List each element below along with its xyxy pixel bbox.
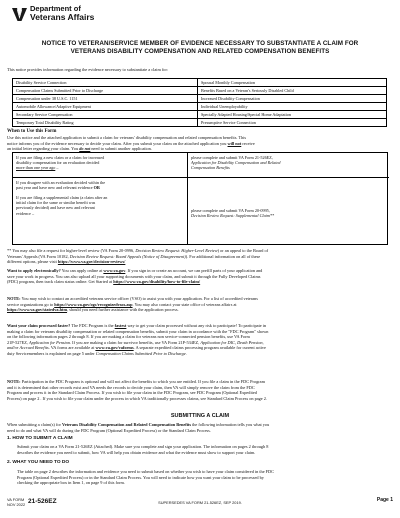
comp-cell: Temporary Total Disability Rating: [16, 120, 74, 126]
text-span: (FDC) program, then track claim status online. Get Started at: [7, 279, 113, 284]
text-span: Veterans' Appeals (VA Form 10182,: [7, 253, 69, 259]
va-gov-link[interactable]: www.va.gov: [103, 268, 126, 273]
text-line: Submit your claim on a VA Form 21-526EZ (Attached). Make sure you complete and sign your application. The information on pages 2 through 8: [17, 444, 269, 449]
emphasis-do-not: do not: [79, 146, 91, 151]
text-span: , should you need further assistance with the application process.: [67, 307, 179, 312]
comp-cell: Presumptive Service Connection: [201, 120, 256, 126]
text-line: If you disagree with an evaluation decided within the: [16, 179, 106, 185]
text-span: Compensation Claims Submitted Prior to Discharge.: [95, 350, 187, 356]
text-line: need to do and what VA will do during the FDC Program (Optional Expedited Process) or the Standard Claim Process.: [7, 427, 211, 433]
agency-line1: Department of: [30, 4, 81, 13]
text-line: The table on page 2 describes the information and evidence you need to submit based on whether you wish to have your claim considered in the FDC: [17, 469, 275, 474]
comp-col-left: [13, 79, 198, 126]
row1-left: [16, 155, 184, 177]
text-line: previously decided) and have new and relevant: [16, 205, 95, 211]
text-line: disability compensation for an evaluation decided: [16, 159, 100, 165]
text-line: Program and process it in the Standard Claim Process. If you wish to file your claim in the FDC Program, see FDC Program (Optional Expedited: [7, 390, 257, 395]
text-span: You may wish to contact an accredited veterans service officer (VSO) to assist you with your application. For a list of accredited veterans: [21, 296, 258, 301]
text-line: If you are filing a new claim or a claim for increased: [16, 154, 105, 160]
decision-reviews-link[interactable]: https://www.va.gov/decision-reviews/: [57, 259, 126, 264]
compensation-types-table: [12, 78, 387, 127]
form-number: 21-526EZ: [28, 498, 57, 505]
which-form-table: [12, 152, 388, 245]
text-line: initial claim for the same or similar benefit was: [16, 200, 96, 206]
when-to-use-line: [7, 146, 393, 152]
emphasis-will-not: will not: [227, 140, 242, 146]
title-line1: NOTICE TO VETERAN/SERVICE MEMBER OF EVIDENCE NECESSARY TO SUBSTANTIATE A CLAIM FOR: [41, 40, 359, 47]
text-span: receive: [242, 140, 255, 146]
section-1-text: [17, 444, 391, 455]
vso-link[interactable]: https://www.va.gov/ogc/recognizedvsos.asp: [54, 301, 133, 307]
text-span: Decision Review Request: Board Appeals (Notice of Disagreement): [69, 253, 186, 259]
text-span: need to submit another application.: [91, 146, 152, 151]
text-line: [7, 307, 393, 313]
text-line: Program (Optional Expedited Process) or in the Standard Claim Process. You will need to indicate how you want your claim to be processed by: [17, 474, 264, 480]
intro-text: This notice provides information regarding the evidence necessary to substantiate a claim for:: [7, 67, 169, 72]
text-span: service organizations go to: [7, 301, 54, 307]
text-line: more than one year ago –: [16, 164, 59, 170]
text-line: describes the evidence you need to submit, how VA will help you obtain evidence and what the evidence must show to support your claim.: [17, 449, 256, 455]
text-line: and/or Accrued Benefits. VA forms are available at www.va.gov/vaforms. A separate expedited claims processing program available for current active: [7, 345, 266, 350]
text-span: ). For additional information on all of these: [185, 253, 261, 259]
submitting-claim-heading: SUBMITTING A CLAIM: [170, 413, 230, 419]
text-span: ) or an appeal to the Board of: [217, 248, 269, 253]
form-date: NOV 2022: [7, 502, 26, 507]
text-span: way to get your claim processed without any risk to participate! To participate in: [127, 323, 267, 328]
form-table-left: [13, 153, 188, 244]
apply-electronically-text: [7, 268, 393, 285]
text-span: notice informs you of the evidence necessary to decide your claim. After you submit your claim on the attached application you: [7, 140, 227, 146]
text-line: checking the appropriate box in Item 1, on page 9 of this form.: [17, 480, 125, 485]
comp-cell: Automobile Allowance/Adaptive Equipment: [13, 103, 197, 111]
comp-cell: Compensation Claims Submitted Prior to Discharge: [13, 87, 197, 95]
text-span: Application for Pension: [28, 339, 71, 345]
row2-right: [191, 177, 384, 218]
vaforms-link[interactable]: www.va.gov/vaforms: [95, 345, 134, 350]
title-line2: VETERANS DISABILITY COMPENSATION AND RELATED COMPENSATION BENEFITS: [70, 48, 330, 55]
comp-cell: Specially Adapted Housing/Special Home Adaptation: [198, 111, 387, 119]
note-label: NOTE:: [7, 296, 21, 301]
page-number: Page 1: [376, 497, 393, 503]
comp-cell: Compensation under 38 U.S.C. 1151: [13, 95, 197, 103]
text-span: past year and have new and relevant evidence: [16, 184, 93, 190]
agency-name: [30, 5, 94, 21]
text-line: please complete and submit VA Form 21-526EZ,: [191, 154, 273, 160]
fdc-program-text: [7, 323, 393, 356]
text-span: . You may also contact your state office of veterans affairs at: [132, 301, 237, 307]
text-line: If you are filing a supplemental claim (a claim after an: [16, 194, 108, 200]
text-span: the following information tells you what you: [192, 422, 270, 427]
text-line: on the following information pages 2 through 8. If you are making a claim for veterans non service-connected pension benefits, use VA Form: [7, 334, 250, 339]
note-label: NOTE:: [7, 379, 21, 384]
text-span: Decision Review Request: Higher-Level Review: [135, 248, 218, 253]
comp-cell: Disability Service Connection: [13, 79, 197, 87]
when-to-use-line: Use this notice and the attached application to submit a claim for veterans' disability compensation and related compensation benefits. This: [7, 135, 247, 140]
row1-right: [191, 155, 384, 177]
text-line: Application for Disability Compensation and Related: [191, 159, 281, 165]
text-span: Veterans Disability Compensation and Related Compensation Benefits: [62, 422, 192, 427]
section-2-text: [17, 469, 391, 486]
text-line: save your work in progress. You can also upload all your supporting documents with your claim, and submit it through the Fully Developed Claims: [7, 273, 261, 279]
text-line: making a claim for veterans disability compensation or related compensation benefits, submit your claim in accordance with the "FDC Program" shown: [7, 328, 269, 334]
supersedes-note: SUPERSEDES VA FORM 21-526EZ, SEP 2019.: [158, 500, 242, 505]
text-line: [7, 279, 393, 285]
text-span: 21P-527EZ,: [7, 339, 28, 345]
state-dva-link[interactable]: https://www.va.gov/statedva.htm: [7, 307, 68, 312]
text-span: Want your claim processed faster?: [7, 323, 71, 328]
or-label: OR: [93, 184, 100, 190]
agency-line2: Veterans Affairs: [30, 12, 95, 22]
comp-cell: Spousal Monthly Compensation: [198, 79, 387, 87]
submitting-claim-text: [7, 422, 393, 433]
text-span: Application for DIC, Death Pension,: [200, 339, 264, 345]
text-line: Decision Review Request: Supplemental Claim**: [191, 212, 275, 218]
text-line: Process) on page 2 . If you wish to file your claim under the process in which VA traditionally processes claims, see Standard Claim Process on page 2.: [7, 395, 267, 401]
text-span: more than one year ago: [16, 164, 56, 170]
form-footer: [7, 497, 393, 511]
text-span: Want to apply electronically?: [7, 268, 61, 273]
how-to-file-link[interactable]: https://www.va.gov/disability/how-to-file-claim/: [113, 279, 201, 284]
text-span: You can apply online at: [61, 268, 103, 273]
text-span: evidence: [16, 210, 31, 216]
text-span: Participation in the FDC Program is optional and will not affect the benefits to which you are entitled. If you file a claim in the FDC Program: [21, 379, 265, 384]
text-line: Want to apply electronically? You can apply online at www.va.gov. If you sign in or create an account, we can prefill parts of your application and: [7, 268, 263, 273]
footnote-text: [7, 248, 393, 265]
form-title: [8, 40, 392, 56]
text-span: and/or Accrued Benefits: [7, 345, 49, 350]
section-1-heading: 1. HOW TO SUBMIT A CLAIM: [7, 436, 73, 441]
va-seal-icon: [11, 7, 28, 22]
text-span: A separate expedited claims processing program available for current active: [135, 345, 266, 350]
comp-col-right: [198, 79, 387, 126]
form-table-right: [188, 153, 387, 244]
text-span: ** You may also file a request for higher-level review (VA Form 20-0996,: [7, 248, 135, 253]
comp-cell: Increased Disability Compensation: [198, 95, 387, 103]
text-line: Compensation Benefits: [191, 164, 230, 170]
text-line: evidence –: [16, 210, 35, 216]
comp-cell: Secondary Service Compensation: [13, 111, 197, 119]
vso-note-text: [7, 296, 393, 313]
text-span: . VA forms are available at: [48, 345, 95, 350]
comp-cell: Individual Unemployability: [198, 103, 387, 111]
text-span: The FDC Program is the: [71, 323, 114, 328]
text-line: [7, 351, 393, 357]
text-span: duty Servicemembers is explained on page 5 under: [7, 350, 95, 356]
form-label: VA FORM: [7, 497, 25, 502]
text-span: different options, please visit: [7, 259, 57, 264]
fdc-note-text: [7, 379, 393, 401]
when-to-use-text: [7, 135, 393, 152]
emphasis-fastest: fastest: [114, 323, 127, 328]
when-to-use-heading: When to Use this Form: [7, 129, 57, 134]
text-span: When submitting a claim(s) for: [7, 422, 61, 427]
row2-left: [16, 177, 184, 216]
section-2-heading: 2. WHAT YOU NEED TO DO: [7, 460, 70, 465]
footnote-line: [7, 259, 393, 265]
text-span: . If you are making a claim for survivor benefits, use VA Form 21P-534EZ,: [70, 339, 200, 345]
text-line: and it is determined that other records exist and VA needs the records to decide your claim, then VA will simply remove the claim from the FDC: [7, 384, 255, 390]
text-span: If you sign in or create an account, we can prefill parts of your application and: [127, 268, 263, 273]
comp-cell: Benefits Based on a Veteran's Seriously Disabled Child: [198, 87, 387, 95]
text-span: an initial letter regarding your claim. You: [7, 146, 79, 151]
text-line: please complete and submit VA Form 20-0995,: [191, 207, 270, 213]
